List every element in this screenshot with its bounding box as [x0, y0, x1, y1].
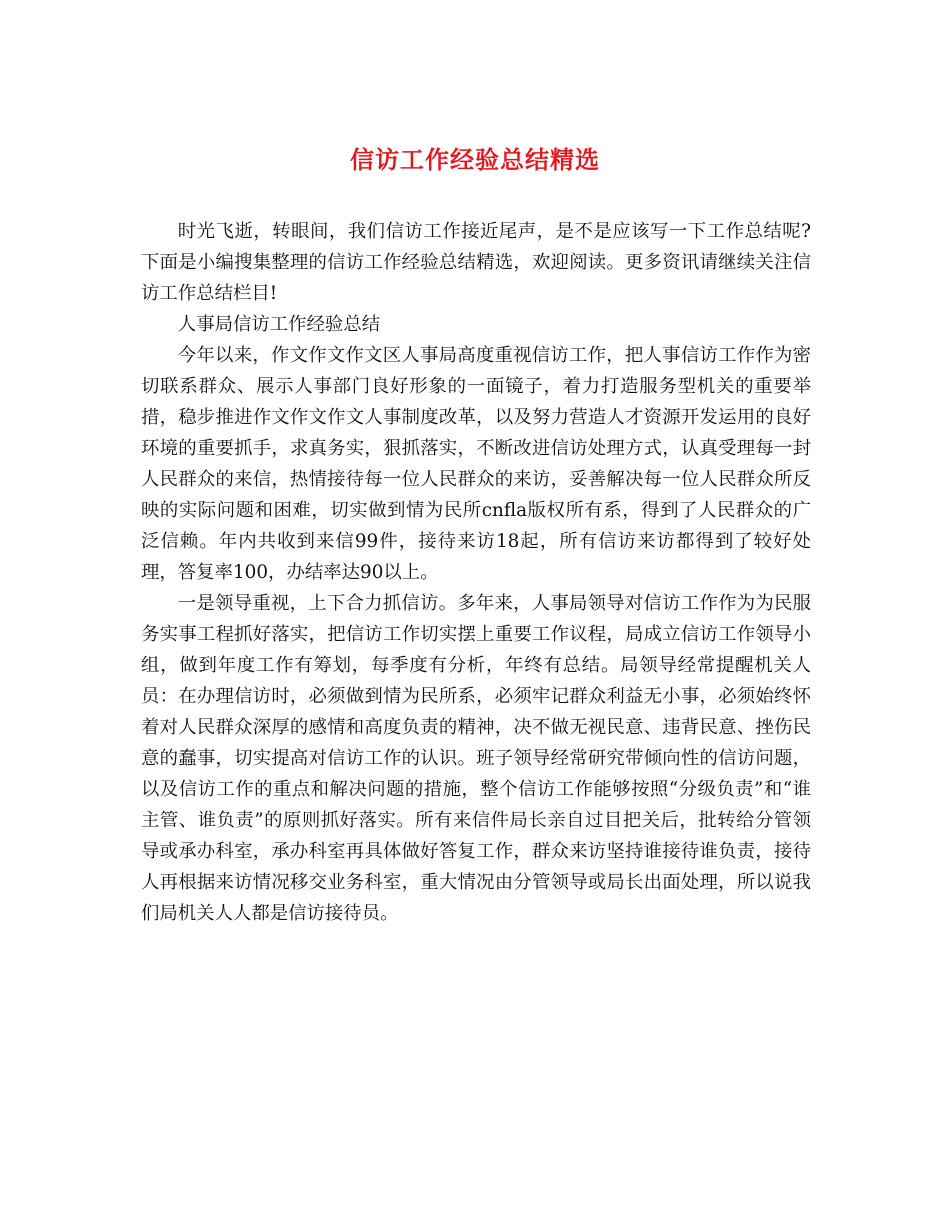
section-heading: 人事局信访工作经验总结 — [177, 314, 381, 335]
document-body — [141, 216, 811, 929]
body-paragraph: 今年以来，作文作文作文区人事局高度重视信访工作，把人事信访工作作为密切联系群众、展示人事部门良好形象的一面镜子，着力打造服务型机关的重要举措，稳步推进作文作文作文人事制度改革，以及努力营造人才资源开发运用的良好环境的重要抓手，求真务实，狠抓落实，不断改进信访处理方式，认真受理每一封人民群众的来信，热情接待每一位人民群众的来访，妥善解决每一位人民群众所反映的实际问题和困难，切实做到情为民所cnfla版权所有系，得到了人民群众的广泛信赖。年内共收到来信99件，接待来访18起，所有信访来访都得到了较好处理，答复率100，办结率达90以上。 — [141, 345, 811, 583]
body-paragraph: 一是领导重视，上下合力抓信访。多年来，人事局领导对信访工作作为为民服务实事工程抓好落实，把信访工作切实摆上重要工作议程，局成立信访工作领导小组，做到年度工作有筹划，每季度有分析，年终有总结。局领导经常提醒机关人员：在办理信访时，必须做到情为民所系，必须牢记群众利益无小事，必须始终怀着对人民群众深厚的感情和高度负责的精神，决不做无视民意、违背民意、挫伤民意的蠢事，切实提高对信访工作的认识。班子领导经常研究带倾向性的信访问题，以及信访工作的重点和解决问题的措施，整个信访工作能够按照“分级负责”和“谁主管、谁负责”的原则抓好落实。所有来信件局长亲自过目把关后，批转给分管领导或承办科室，承办科室再具体做好答复工作，群众来访坚持谁接待谁负责，接待人再根据来访情况移交业务科室，重大情况由分管领导或局长出面处理，所以说我们局机关人人都是信访接待员。 — [141, 593, 811, 924]
document-title: 信访工作经验总结精选 — [350, 145, 600, 174]
intro-paragraph: 时光飞逝，转眼间，我们信访工作接近尾声，是不是应该写一下工作总结呢? 下面是小编搜集整理的信访工作经验总结精选，欢迎阅读。更多资讯请继续关注信访工作总结栏目! — [141, 221, 811, 304]
